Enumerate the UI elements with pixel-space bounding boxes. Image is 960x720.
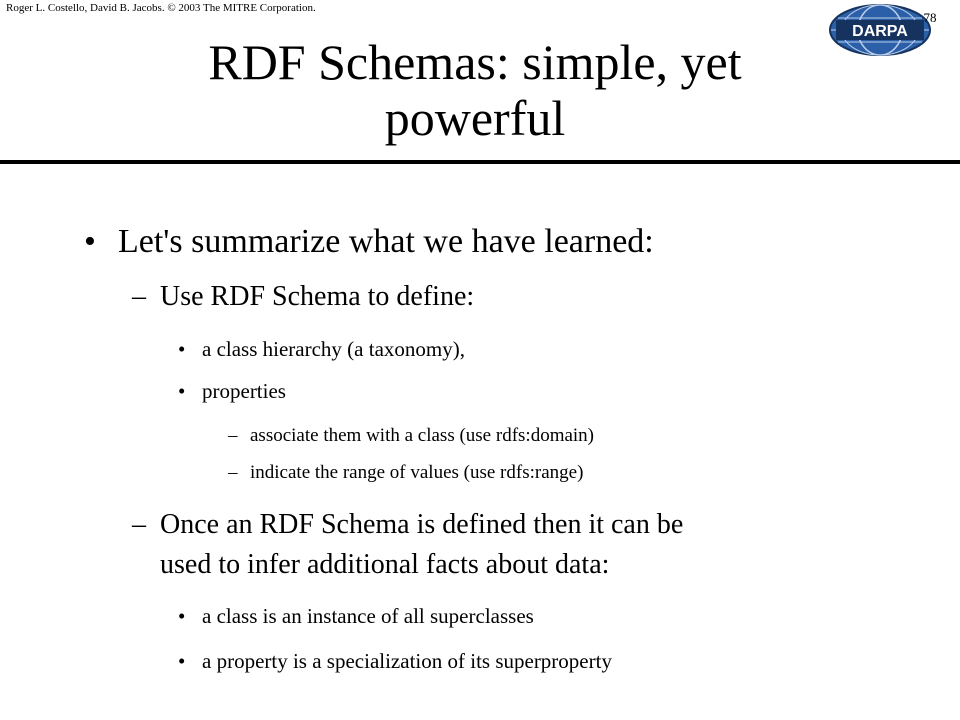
level4-bullet-text: indicate the range of values (use rdfs:range) <box>250 462 584 483</box>
dash-marker: – <box>228 462 238 483</box>
bullet-marker: • <box>178 649 186 673</box>
logo-text: DARPA <box>852 23 908 40</box>
sub-bullet-text: Use RDF Schema to define: <box>160 281 475 312</box>
sub-sub-bullet-text: properties <box>202 379 286 403</box>
dash-marker: – <box>132 509 146 540</box>
sub-sub-bullet-superclasses <box>178 603 534 629</box>
bullet-item-1 <box>84 222 654 262</box>
slide-number: 78 <box>923 10 937 25</box>
level4-bullet-text: associate them with a class (use rdfs:domain) <box>250 425 595 446</box>
title-line-1: RDF Schemas: simple, yet <box>208 34 742 90</box>
sub-sub-bullet-properties <box>178 378 286 404</box>
title-underline <box>0 160 960 164</box>
sub-sub-bullet-text: a class hierarchy (a taxonomy), <box>202 337 465 361</box>
sub-bullet-text-line-2: used to infer additional facts about data: <box>160 549 610 580</box>
sub-sub-bullet-text: a property is a specialization of its superproperty <box>202 649 612 673</box>
bullet-marker: • <box>178 337 186 361</box>
title-line-2: powerful <box>384 90 566 146</box>
level4-bullet-range <box>228 461 583 485</box>
bullet-text: Let's summarize what we have learned: <box>118 223 654 260</box>
dash-marker: – <box>132 281 146 312</box>
level4-bullet-domain <box>228 424 594 448</box>
dash-marker: – <box>228 425 238 446</box>
sub-sub-bullet-superproperty <box>178 648 612 674</box>
bullet-marker: • <box>178 379 186 403</box>
sub-sub-bullet-class-hierarchy <box>178 336 465 362</box>
bullet-marker: • <box>178 604 186 628</box>
slide-title <box>110 34 840 146</box>
sub-bullet-infer-continuation <box>160 548 609 582</box>
sub-bullet-text-line-1: Once an RDF Schema is defined then it can be <box>160 509 684 540</box>
sub-bullet-infer <box>132 508 683 542</box>
bullet-marker: • <box>84 223 96 260</box>
copyright-credit: Roger L. Costello, David B. Jacobs. © 2003 The MITRE Corporation. <box>6 2 316 14</box>
sub-sub-bullet-text: a class is an instance of all superclasses <box>202 604 534 628</box>
sub-bullet-define <box>132 280 474 314</box>
